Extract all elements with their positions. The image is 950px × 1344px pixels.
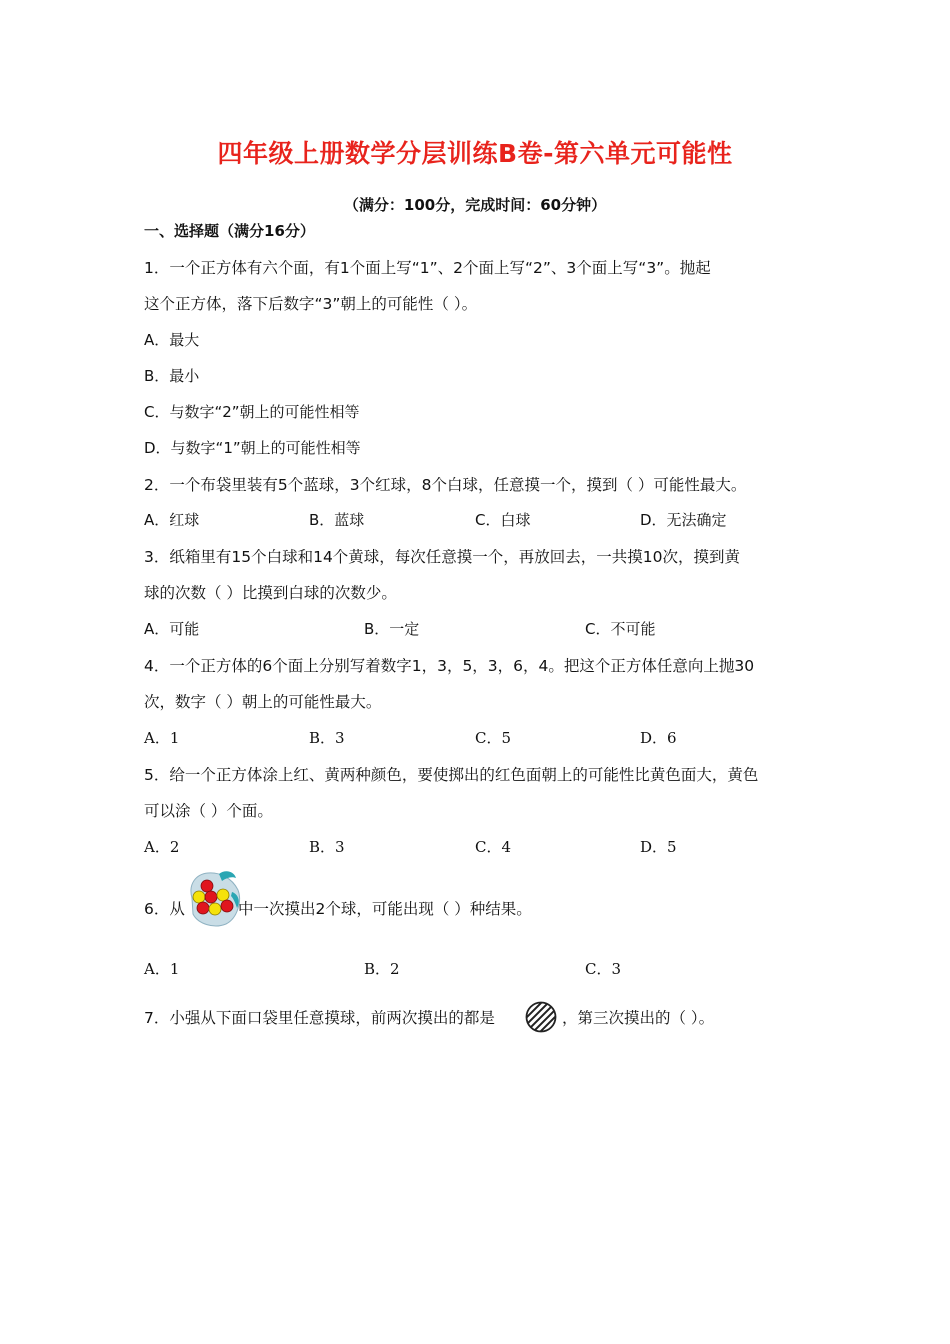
question-1-line-1: 1．一个正方体有六个面，有1个面上写“1”、2个面上写“2”、3个面上写“3”。抛起: [144, 259, 711, 277]
question-7-prefix: 7．小强从下面口袋里任意摸球，前两次摸出的都是: [144, 1009, 495, 1027]
question-5-line-1: 5．给一个正方体涂上红、黄两种颜色，要使掷出的红色面朝上的可能性比黄色面大，黄色: [144, 766, 759, 784]
question-1-option-b: B．最小: [144, 367, 200, 385]
ball-yellow: [217, 889, 229, 901]
question-3-option-b: B．一定: [364, 620, 420, 638]
ball-bag-image: [186, 868, 242, 930]
question-3-option-a: A．可能: [144, 620, 200, 638]
score-time-info: （满分：100分，完成时间：60分钟）: [343, 196, 607, 214]
question-4-option-a: A．1: [144, 729, 180, 747]
question-6-option-b: B．2: [364, 960, 400, 978]
question-2-option-a: A．红球: [144, 511, 200, 529]
question-2-option-d: D．无法确定: [640, 511, 727, 529]
question-5-option-a: A．2: [144, 838, 180, 856]
question-6-prefix: 6．从: [144, 900, 185, 918]
question-6-suffix: 中一次摸出2个球，可能出现（ ）种结果。: [238, 900, 532, 918]
question-6-option-a: A．1: [144, 960, 180, 978]
question-5-option-c: C．4: [475, 838, 512, 856]
question-6-option-c: C．3: [585, 960, 622, 978]
question-5-option-d: D．5: [640, 838, 677, 856]
question-3-line-2: 球的次数（ ）比摸到白球的次数少。: [144, 584, 397, 602]
question-2-line-1: 2．一个布袋里装有5个蓝球，3个红球，8个白球，任意摸一个，摸到（ ）可能性最大。: [144, 476, 747, 494]
question-1-option-d: D．与数字“1”朝上的可能性相等: [144, 439, 361, 457]
striped-ball-icon: [524, 1000, 558, 1034]
ball-red: [221, 900, 233, 912]
question-4-option-c: C．5: [475, 729, 512, 747]
question-4-line-1: 4．一个正方体的6个面上分别写着数字1，3，5，3，6，4。把这个正方体任意向上抛30: [144, 657, 755, 675]
page-title: 四年级上册数学分层训练B卷-第六单元可能性: [217, 139, 733, 168]
question-7-suffix: ，第三次摸出的（ ）。: [562, 1009, 715, 1027]
question-5-line-2: 可以涂（ ）个面。: [144, 802, 273, 820]
question-5-option-b: B．3: [309, 838, 345, 856]
ball-yellow: [209, 903, 221, 915]
question-4-option-b: B．3: [309, 729, 345, 747]
question-4-option-d: D．6: [640, 729, 677, 747]
ball-red: [201, 880, 213, 892]
ball-red: [197, 902, 209, 914]
section-heading: 一、选择题（满分16分）: [144, 222, 315, 240]
question-1-option-a: A．最大: [144, 331, 200, 349]
question-2-option-c: C．白球: [475, 511, 531, 529]
question-1-option-c: C．与数字“2”朝上的可能性相等: [144, 403, 360, 421]
question-3-line-1: 3．纸箱里有15个白球和14个黄球，每次任意摸一个，再放回去，一共摸10次，摸到黄: [144, 548, 741, 566]
question-4-line-2: 次，数字（ ）朝上的可能性最大。: [144, 693, 382, 711]
question-1-line-2: 这个正方体，落下后数字“3”朝上的可能性（ ）。: [144, 295, 478, 313]
ball-yellow: [193, 891, 205, 903]
question-2-option-b: B．蓝球: [309, 511, 365, 529]
ball-red: [205, 891, 217, 903]
question-3-option-c: C．不可能: [585, 620, 656, 638]
